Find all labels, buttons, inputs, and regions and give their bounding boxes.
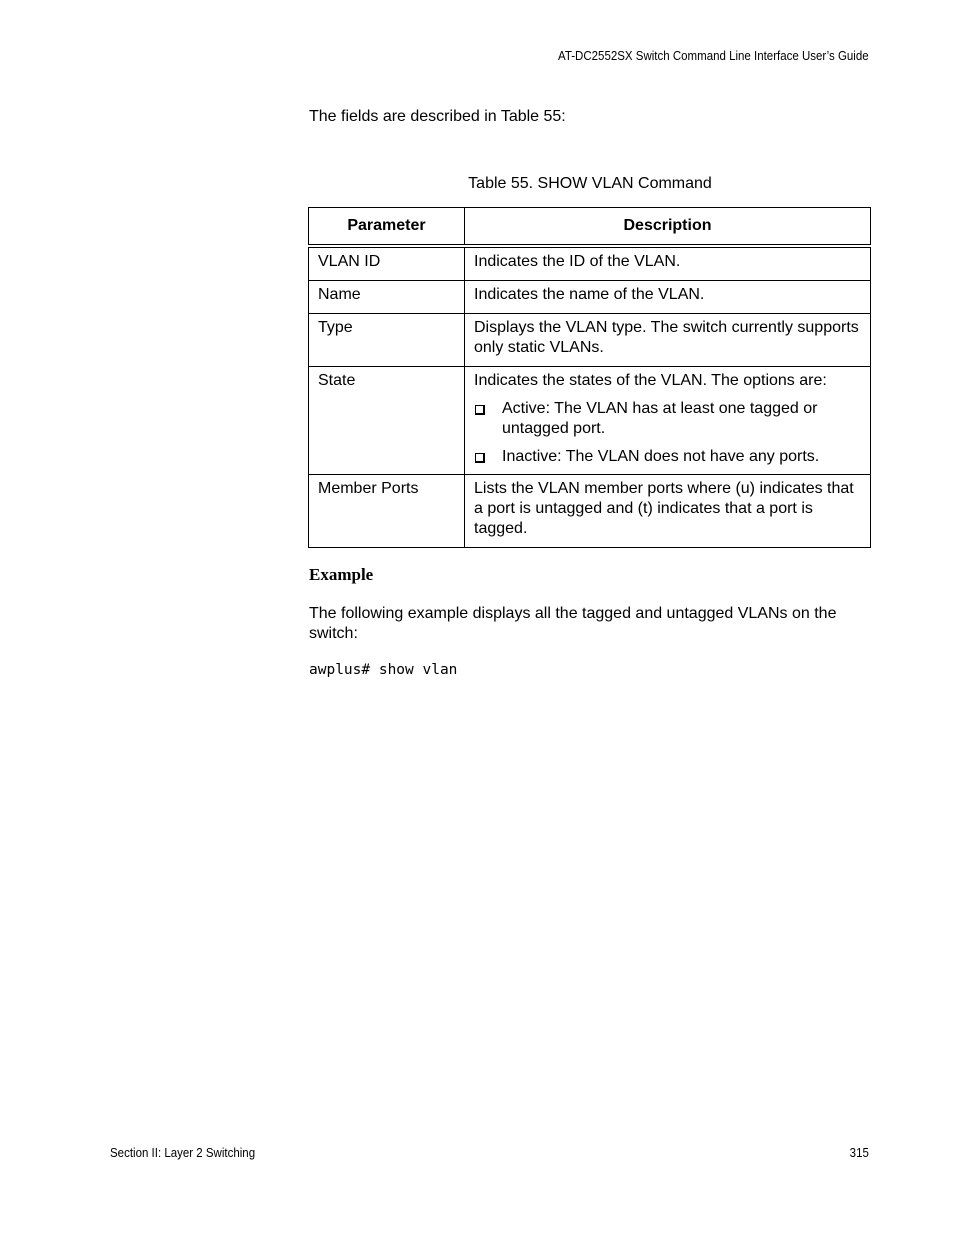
option-text: Active: The VLAN has at least one tagged or untagged port.: [502, 400, 818, 437]
table-row: [309, 475, 871, 548]
table-header-row: [309, 208, 871, 247]
state-options-list: [474, 399, 862, 467]
description-text: Indicates the states of the VLAN. The options are:: [474, 372, 827, 389]
running-header: AT-DC2552SX Switch Command Line Interface User’s Guide: [558, 49, 869, 63]
description-cell: [465, 367, 871, 475]
column-header-parameter: Parameter: [309, 208, 465, 247]
description-cell: Indicates the ID of the VLAN.: [465, 246, 871, 281]
checkbox-bullet-icon: [475, 405, 485, 415]
show-vlan-table: [308, 207, 871, 548]
column-header-description: Description: [465, 208, 871, 247]
description-cell: Indicates the name of the VLAN.: [465, 281, 871, 314]
table-row: [309, 281, 871, 314]
description-cell: Lists the VLAN member ports where (u) indicates that a port is untagged and (t) indicates that a port is tagged.: [465, 475, 871, 548]
parameter-cell: Type: [309, 314, 465, 367]
table-row: [309, 314, 871, 367]
table-caption: Table 55. SHOW VLAN Command: [468, 175, 712, 192]
command-example: awplus# show vlan: [309, 662, 458, 678]
example-heading: Example: [309, 565, 374, 584]
page-number: 315: [849, 1146, 869, 1160]
table-row: [309, 367, 871, 475]
table-row: [309, 246, 871, 281]
parameter-cell: Member Ports: [309, 475, 465, 548]
parameter-cell: State: [309, 367, 465, 475]
footer-section: Section II: Layer 2 Switching: [110, 1146, 256, 1160]
checkbox-bullet-icon: [475, 453, 485, 463]
parameter-cell: Name: [309, 281, 465, 314]
intro-text: The fields are described in Table 55:: [309, 108, 566, 125]
example-text: The following example displays all the tagged and untagged VLANs on the switch:: [309, 605, 837, 642]
description-cell: Displays the VLAN type. The switch currently supports only static VLANs.: [465, 314, 871, 367]
list-item: [474, 399, 862, 439]
parameter-cell: VLAN ID: [309, 246, 465, 281]
list-item: [474, 447, 862, 467]
option-text: Inactive: The VLAN does not have any ports.: [502, 448, 820, 465]
